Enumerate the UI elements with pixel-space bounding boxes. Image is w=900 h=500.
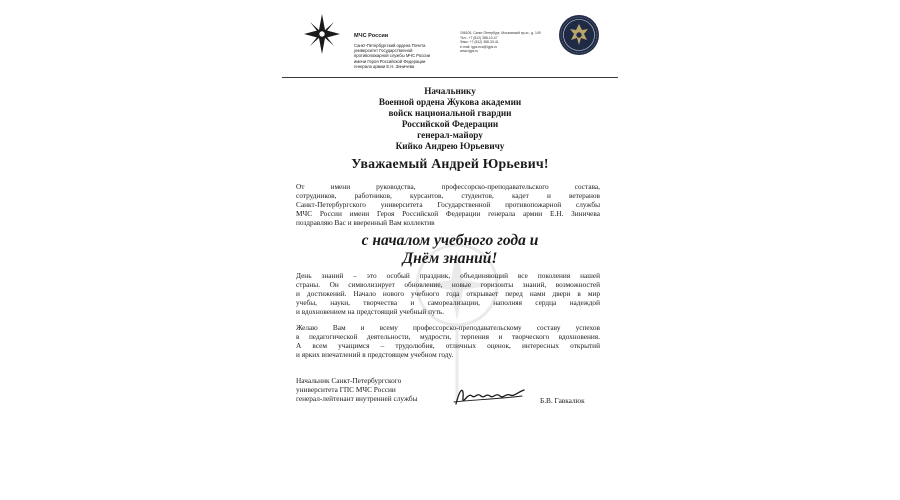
addressee-line: войск национальной гвардии (388, 108, 512, 119)
paragraph-wishes (296, 323, 600, 359)
text-line: учебы, науки, творчества и самореализации, наполняя сердца надеждой (296, 298, 600, 308)
contact-website: www.igps.ru (460, 49, 479, 54)
text-line: сотрудников, работников, курсантов, студентов, кадет и ветеранов (296, 191, 600, 201)
text-line: и достижений. Начало нового учебного года открывает перед нами двери в мир (296, 289, 600, 299)
university-seal-icon (558, 14, 600, 56)
addressee-line: Кийко Андрею Юрьевичу (395, 141, 505, 152)
text-line: МЧС России имени Героя Российской Федерации генерала армии Е.Н. Зиничева (296, 209, 600, 219)
org-title: МЧС России (354, 33, 389, 39)
signer-name: Б.В. Гавкалюк (540, 396, 585, 405)
org-name (354, 43, 464, 69)
signatory-title (296, 376, 418, 404)
greeting-line-2: Днём знаний! (402, 250, 498, 267)
contact-phone: Тел.: +7 (812) 388-10-47 (460, 35, 498, 40)
org-line: генерала армии Е.Н. Зиничева (354, 63, 415, 69)
contact-fax: Факс: +7 (812) 388-33-41 (460, 40, 499, 45)
text-line: Санкт-Петербургского университета Государственной противопожарной службы (296, 200, 600, 210)
contact-address: 196105, Санкт-Петербург, Московский пр-кт., д. 149 (460, 31, 541, 35)
paragraph-intro (296, 182, 600, 227)
addressee-line: Российской Федерации (401, 119, 499, 130)
text-line: и вдохновением на предстоящий учебный путь. (296, 307, 445, 317)
letterhead-divider (282, 77, 618, 78)
handwritten-signature (452, 384, 528, 408)
org-line: имени Героя Российской Федерации (354, 58, 426, 64)
addressee-line: генерал-майору (417, 130, 483, 141)
signatory-line: генерал-лейтенант внутренней службы (296, 394, 418, 404)
signatory-line: Начальник Санкт-Петербургского (296, 376, 402, 385)
text-line: поздравляю Вас и вверенный Вам коллектив (296, 218, 435, 228)
mchs-star-emblem-icon (304, 14, 340, 54)
org-line: университет Государственной (354, 48, 413, 54)
org-contacts (460, 31, 550, 54)
greeting-line-1: с началом учебного года и (361, 232, 539, 249)
salutation: Уважаемый Андрей Юрьевич! (351, 156, 549, 171)
contact-email: e-mail: igps.ecs@igps.ru (460, 44, 498, 49)
org-line: противопожарной службы МЧС России (354, 53, 431, 59)
addressee-line: Начальнику (424, 86, 476, 96)
signatory-line: университета ГПС МЧС России (296, 385, 396, 395)
addressee-block (282, 86, 618, 153)
text-line: Желаю Вам и всему профессорско-преподавательскому составу успехов (296, 323, 600, 332)
text-line: в педагогической деятельности, мудрости, терпения и творческого вдохновения. (296, 332, 600, 342)
paragraph-knowledge-day (296, 271, 600, 316)
text-line: страны. Он символизирует обновление, новые горизонты знаний, возможностей (296, 280, 600, 290)
text-line: и ярких впечатлений в предстоящем учебном году. (296, 350, 454, 360)
text-line: День знаний – это особый праздник, объединяющий все поколения нашей (296, 271, 600, 280)
letter-page (282, 0, 618, 500)
text-line: От имени руководства, профессорско-преподавательского состава, (296, 182, 600, 191)
addressee-line: Военной ордена Жукова академии (378, 97, 522, 108)
org-line: Санкт-Петербургский ордена Почета (354, 43, 426, 48)
text-line: А всем учащимся – трудолюбия, отличных оценок, интересных открытий (296, 341, 600, 351)
